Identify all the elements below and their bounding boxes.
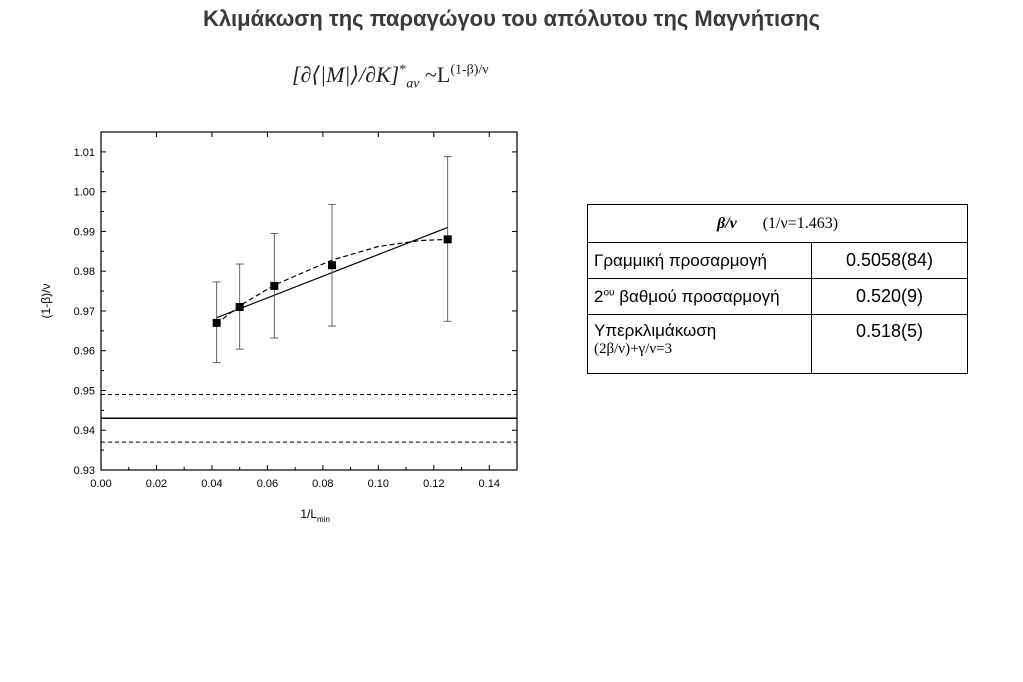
x-tick-label: 0.06 [256, 478, 279, 490]
method-label: Γραμμική προσαρμογή [594, 250, 767, 270]
y-tick-label: 0.93 [73, 465, 95, 477]
table-header-symbol: β/ν [716, 214, 737, 232]
table-header [588, 205, 968, 243]
x-tick-label: 0.02 [145, 478, 168, 490]
y-tick-label: 1.00 [73, 186, 95, 199]
method-cell [588, 279, 812, 315]
formula-sub: av [406, 76, 420, 92]
data-point [213, 319, 221, 327]
table-header-note: (1/ν=1.463) [762, 214, 839, 232]
table-row [588, 279, 968, 315]
y-tick-label: 0.95 [73, 385, 95, 398]
method-cell [588, 315, 812, 374]
y-tick-label: 0.98 [73, 266, 95, 279]
data-point [444, 235, 452, 243]
method-note: (2β/ν)+γ/ν=3 [594, 341, 673, 357]
formula-exponent: (1-β)/ν [450, 62, 489, 78]
value-cell: 0.5058(84) [812, 243, 968, 279]
x-tick-label: 0.10 [367, 478, 390, 490]
results-table [587, 204, 968, 374]
x-tick-label: 0.14 [478, 478, 500, 490]
method-number: 2 [594, 286, 604, 306]
value-cell: 0.520(9) [812, 279, 968, 315]
plot-frame [101, 132, 517, 470]
y-axis-label: (1-β)/ν [39, 283, 53, 319]
x-axis-label: 1/L [300, 507, 317, 521]
formula-lhs: [∂⟨|M|⟩/∂K] [292, 62, 400, 87]
x-tick-label: 0.00 [90, 478, 112, 490]
formula-rhs: ~L [424, 62, 451, 87]
data-point [270, 282, 278, 290]
y-tick-label: 1.01 [73, 146, 95, 159]
y-tick-label: 0.94 [73, 425, 95, 438]
slide-title: Κλιμάκωση της παραγώγου του απόλυτου της Μαγνήτισης [202, 6, 821, 31]
x-axis-label-sub: min [317, 515, 330, 524]
method-cell [588, 243, 812, 279]
x-tick-label: 0.08 [312, 478, 334, 490]
formula-sup: * [399, 62, 407, 78]
y-tick-label: 0.96 [73, 345, 95, 358]
x-tick-label: 0.12 [423, 478, 445, 490]
x-tick-label: 0.04 [201, 478, 223, 490]
y-tick-label: 0.97 [73, 305, 95, 318]
method-label: βαθμού προσαρμογή [614, 286, 780, 306]
y-tick-label: 0.99 [73, 226, 95, 239]
data-point [328, 261, 336, 269]
method-label: Υπερκλιμάκωση [594, 321, 717, 340]
value-cell: 0.518(5) [812, 315, 968, 374]
method-ordinal: ου [603, 286, 615, 298]
table-row [588, 315, 968, 374]
data-point [236, 303, 244, 311]
table-row [588, 243, 968, 279]
